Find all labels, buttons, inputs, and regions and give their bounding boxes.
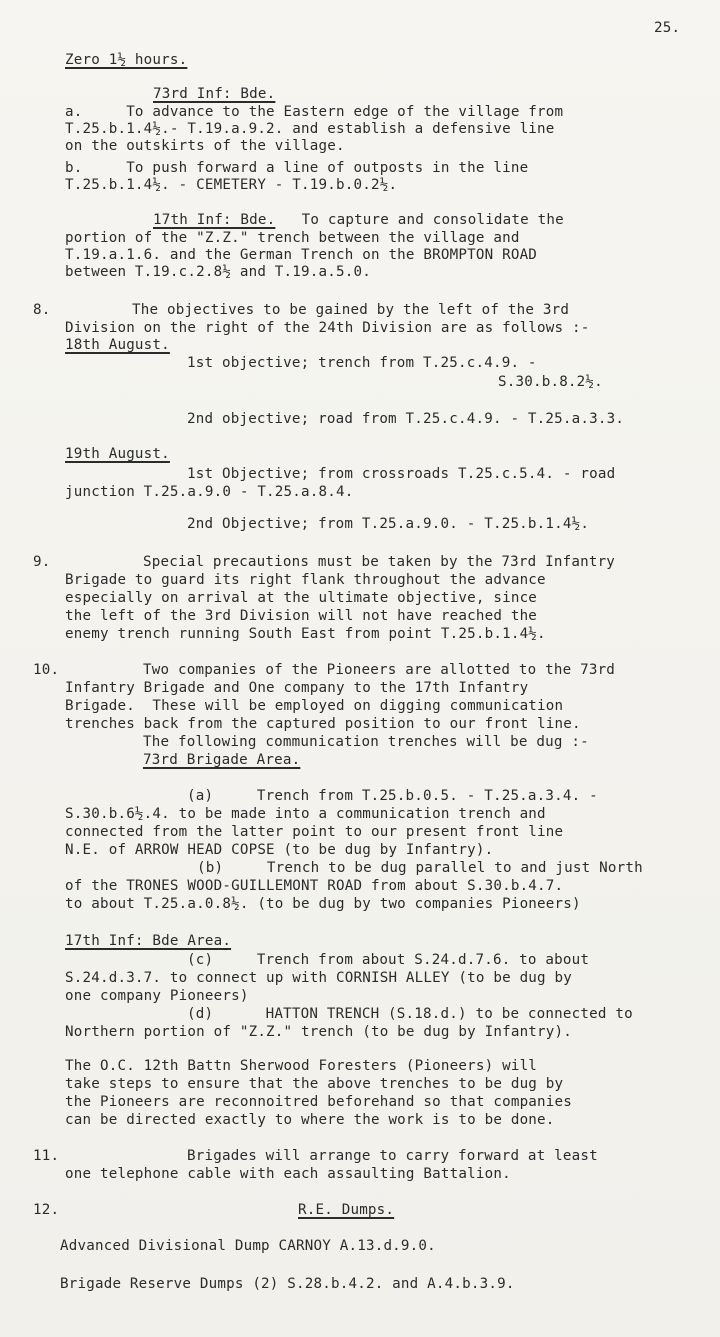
item-c-line3: one company Pioneers) — [65, 988, 249, 1004]
oc-line3: the Pioneers are reconnoitred beforehand so that companies — [65, 1094, 573, 1110]
aug18-objective1-b: S.30.b.8.2½. — [498, 374, 603, 390]
para11-line1: Brigades will arrange to carry forward at least — [187, 1148, 598, 1164]
aug19-objective2: 2nd Objective; from T.25.a.9.0. - T.25.b.1.4½. — [187, 516, 590, 532]
date-18-august: 18th August. — [65, 337, 170, 353]
item-a-line4: N.E. of ARROW HEAD COPSE (to be dug by Infantry). — [65, 842, 494, 858]
aug19-objective1-b: junction T.25.a.9.0 - T.25.a.8.4. — [65, 484, 354, 500]
item-c-line1: (c) Trench from about S.24.d.7.6. to about — [187, 952, 590, 968]
bde17-area-heading: 17th Inf: Bde Area. — [65, 933, 232, 949]
para9-number: 9. — [33, 554, 51, 570]
para10-line3: Brigade. These will be employed on digging communication — [65, 698, 564, 714]
bde17-line1-rest: To capture and consolidate the — [275, 212, 564, 228]
item-c-line2: S.24.d.3.7. to connect up with CORNISH ALLEY (to be dug by — [65, 970, 573, 986]
brigade-reserve-dumps: Brigade Reserve Dumps (2) S.28.b.4.2. and A.4.b.3.9. — [60, 1276, 515, 1292]
bde17-line4: between T.19.c.2.8½ and T.19.a.5.0. — [65, 264, 371, 280]
date-19-august: 19th August. — [65, 446, 170, 462]
item-d-line2: Northern portion of "Z.Z." trench (to be dug by Infantry). — [65, 1024, 573, 1040]
advanced-divisional-dump: Advanced Divisional Dump CARNOY A.13.d.9.0. — [60, 1238, 436, 1254]
bde73-title: 73rd Inf: Bde. — [153, 86, 276, 102]
bde73-a-line2: T.25.b.1.4½.- T.19.a.9.2. and establish a defensive line — [65, 121, 555, 137]
para11-line2: one telephone cable with each assaulting Battalion. — [65, 1166, 511, 1182]
item-b-line1: (b) Trench to be dug parallel to and just North — [197, 860, 643, 876]
item-a-line1: (a) Trench from T.25.b.0.5. - T.25.a.3.4. - — [187, 788, 598, 804]
bde17-line2: portion of the "Z.Z." trench between the village and — [65, 230, 520, 246]
para9-line1: Special precautions must be taken by the 73rd Infantry — [143, 554, 616, 570]
page-number: 25. — [654, 20, 681, 36]
oc-line4: can be directed exactly to where the work is to be done. — [65, 1112, 555, 1128]
aug18-objective2: 2nd objective; road from T.25.c.4.9. - T.25.a.3.3. — [187, 411, 625, 427]
oc-line2: take steps to ensure that the above trenches to be dug by — [65, 1076, 564, 1092]
bde73-a-line3: on the outskirts of the village. — [65, 138, 345, 154]
para9-line2: Brigade to guard its right flank throughout the advance — [65, 572, 546, 588]
bde17-line1 — [153, 212, 564, 228]
oc-line1: The O.C. 12th Battn Sherwood Foresters (Pioneers) will — [65, 1058, 538, 1074]
para8-line2: Division on the right of the 24th Division are as follows :- — [65, 320, 590, 336]
para10-line2: Infantry Brigade and One company to the 17th Infantry — [65, 680, 529, 696]
item-b-line3: to about T.25.a.0.8½. (to be dug by two companies Pioneers) — [65, 896, 581, 912]
item-d-line1: (d) HATTON TRENCH (S.18.d.) to be connected to — [187, 1006, 633, 1022]
para11-number: 11. — [33, 1148, 60, 1164]
bde73-b-line1: b. To push forward a line of outposts in the line — [65, 160, 529, 176]
brigade73-area-heading: 73rd Brigade Area. — [143, 752, 301, 768]
para10-line1: Two companies of the Pioneers are allotted to the 73rd — [143, 662, 616, 678]
aug19-objective1-a: 1st Objective; from crossroads T.25.c.5.4. - road — [187, 466, 616, 482]
item-a-line3: connected from the latter point to our present front line — [65, 824, 564, 840]
para9-line5: enemy trench running South East from point T.25.b.1.4½. — [65, 626, 546, 642]
para9-line3: especially on arrival at the ultimate objective, since — [65, 590, 538, 606]
para10-line5: The following communication trenches will be dug :- — [143, 734, 589, 750]
bde73-a-line1: a. To advance to the Eastern edge of the village from — [65, 104, 564, 120]
re-dumps-heading: R.E. Dumps. — [298, 1202, 395, 1218]
item-b-line2: of the TRONES WOOD-GUILLEMONT ROAD from about S.30.b.4.7. — [65, 878, 564, 894]
bde17-title: 17th Inf: Bde. — [153, 212, 276, 228]
bde73-b-line2: T.25.b.1.4½. - CEMETERY - T.19.b.0.2½. — [65, 177, 398, 193]
item-a-line2: S.30.b.6½.4. to be made into a communication trench and — [65, 806, 546, 822]
heading-zero-hours: Zero 1½ hours. — [65, 52, 188, 68]
bde17-line3: T.19.a.1.6. and the German Trench on the BROMPTON ROAD — [65, 247, 538, 263]
para10-number: 10. — [33, 662, 60, 678]
para12-number: 12. — [33, 1202, 60, 1218]
para8-number: 8. — [33, 302, 51, 318]
aug18-objective1-a: 1st objective; trench from T.25.c.4.9. - — [187, 355, 537, 371]
para8-line1: The objectives to be gained by the left of the 3rd — [132, 302, 570, 318]
para9-line4: the left of the 3rd Division will not have reached the — [65, 608, 538, 624]
para10-line4: trenches back from the captured position to our front line. — [65, 716, 581, 732]
